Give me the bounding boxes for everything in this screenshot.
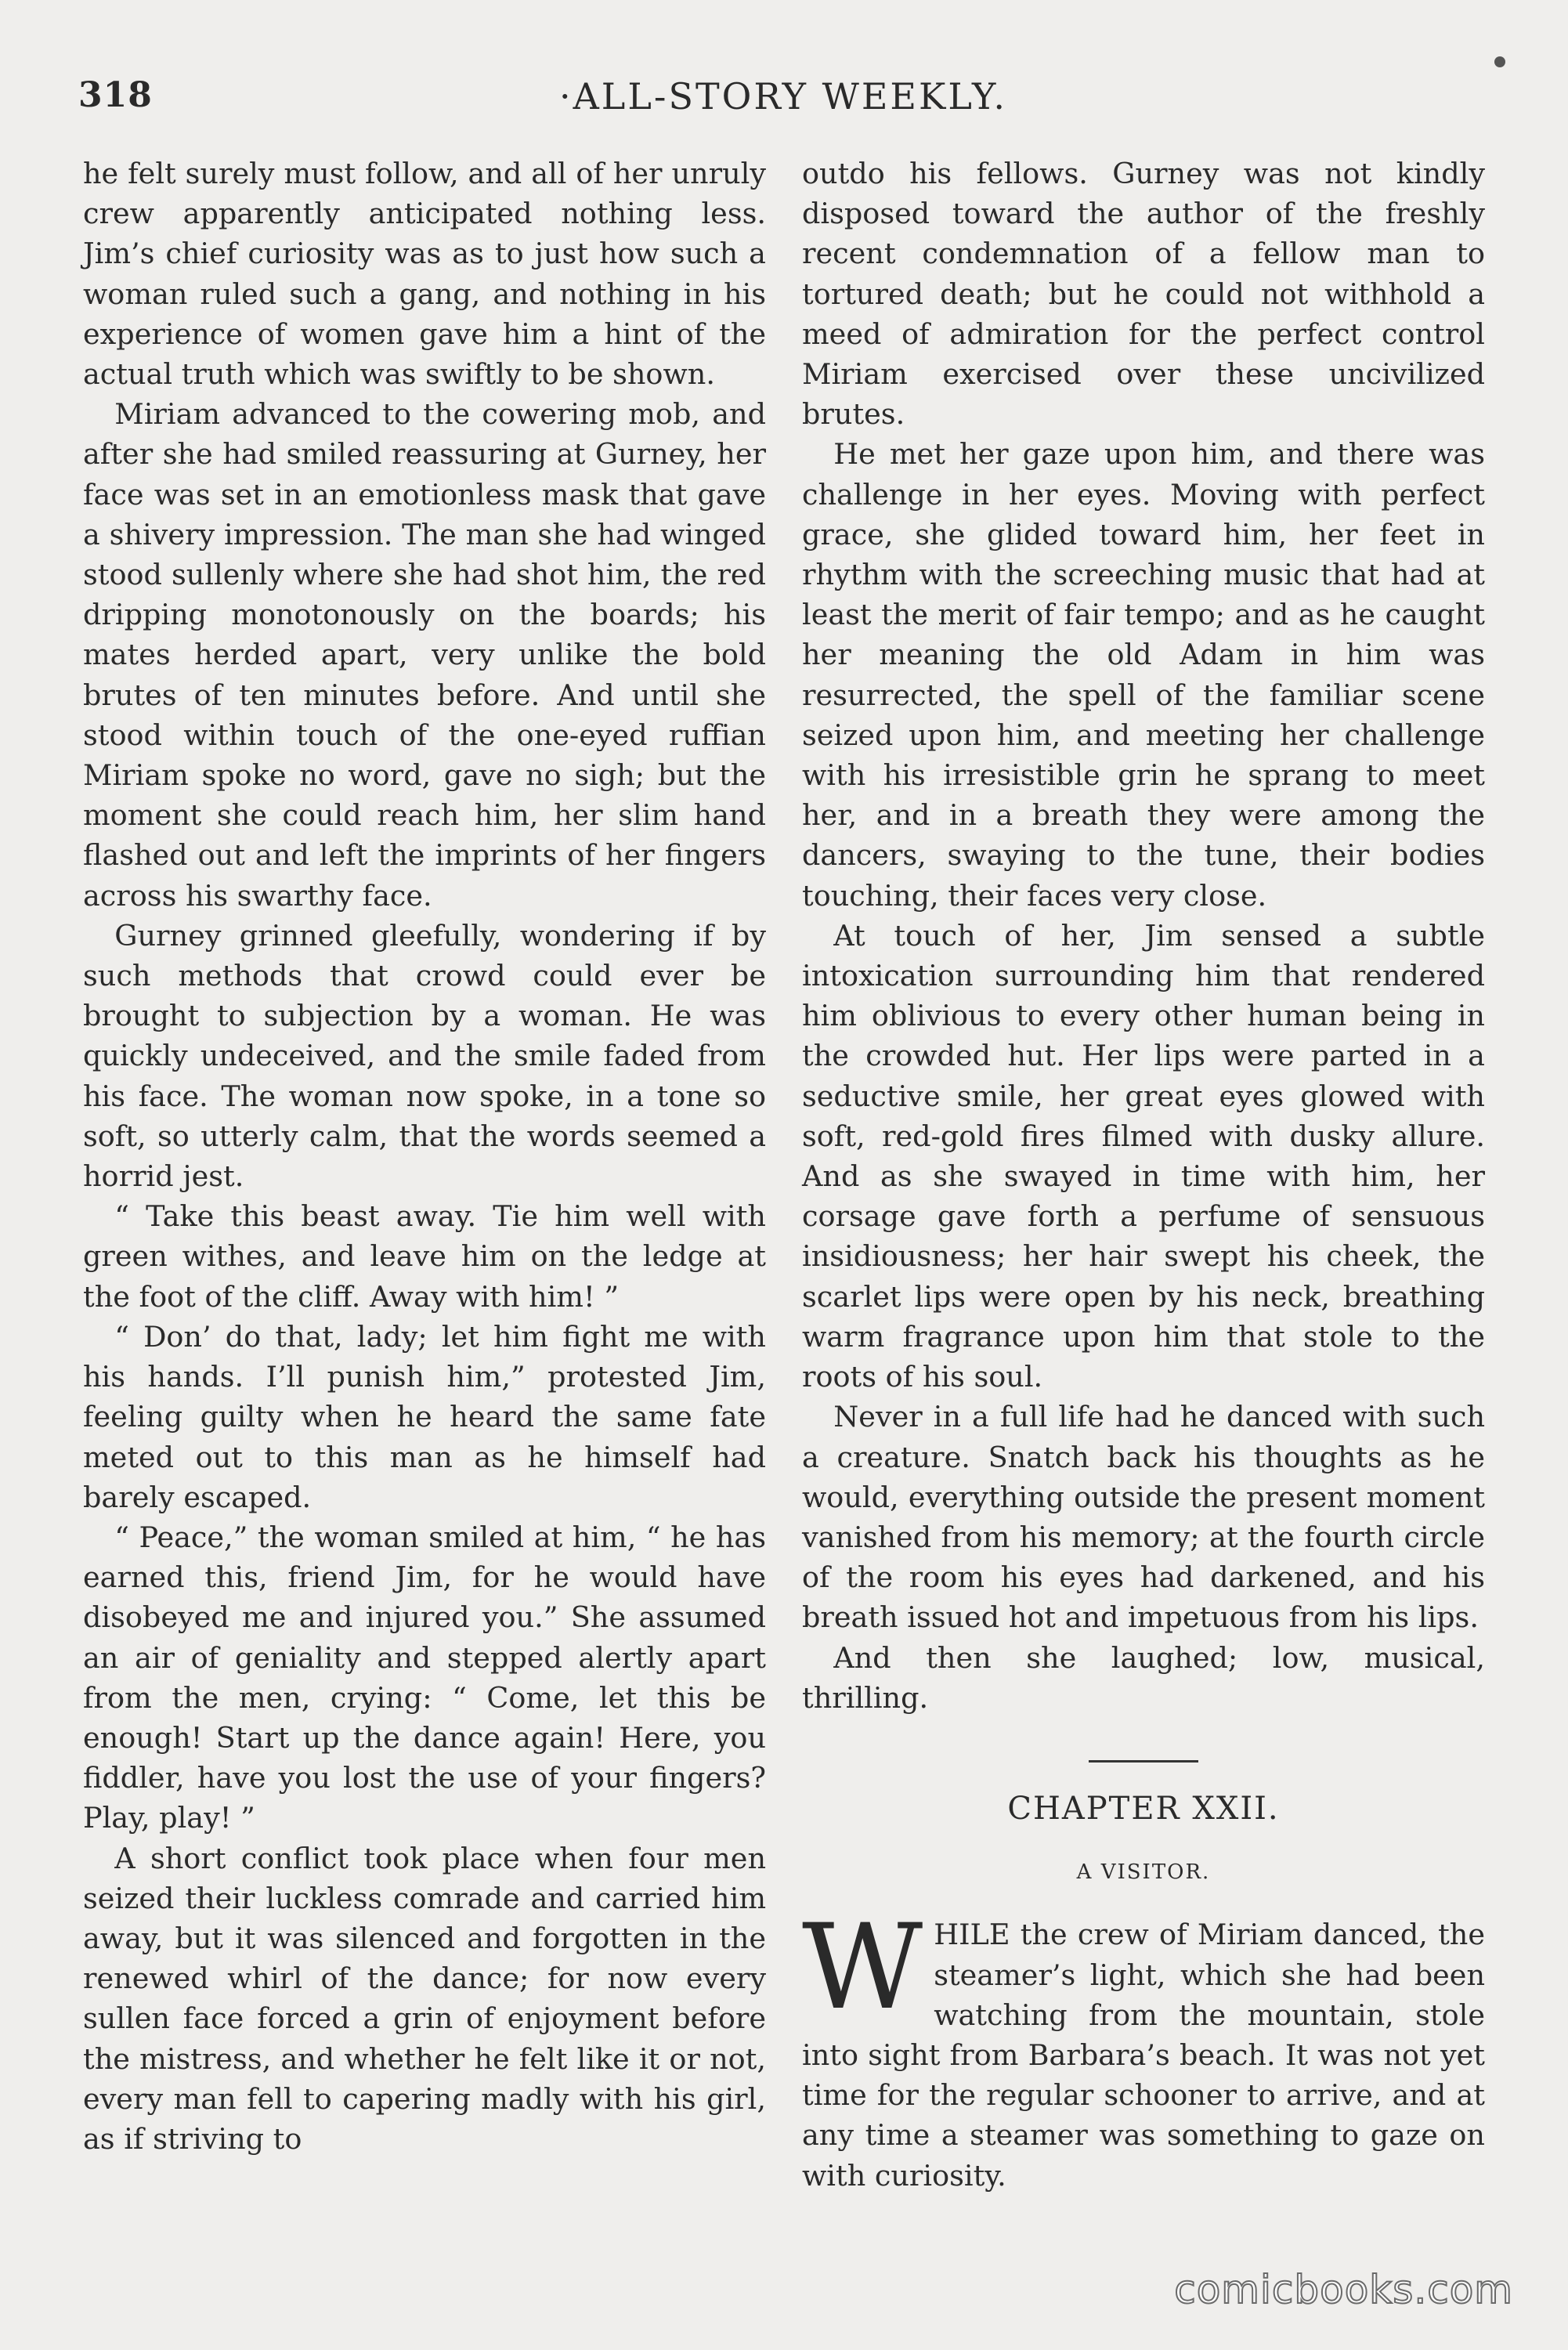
paragraph: Gurney grinned gleefully, wondering if by such methods that crowd could ever be brought to subjection by a woman. He was quickly undeceived, and the smile faded from his face. The woman now spoke, in a tone so soft, so utterly calm, that the words seemed a horrid jest. xyxy=(83,918,766,1194)
paragraph: “ Don’ do that, lady; let him fight me with his hands. I’ll punish him,” protested Jim, feeling guilty when he heard the same fate meted out to this man as he himself had barely escaped. xyxy=(83,1319,766,1514)
running-title: ·ALL-STORY WEEKLY. xyxy=(558,75,1008,118)
paragraph: “ Take this beast away. Tie him well with green withes, and leave him on the ledge at the foot of the cliff. Away with him! ” xyxy=(83,1199,766,1314)
ink-speck xyxy=(1494,56,1505,67)
paragraph: Miriam advanced to the cowering mob, and after she had smiled reassuring at Gurney, her face was set in an emotionless mask that gave a shivery impression. The man she had winged stood sullenly where she had shot him, the red dripping monotonously on the boards; his mates herded apart, very unlike the bold brutes of ten minutes before. And until she stood within touch of the one-eyed ruffian Miriam spoke no word, gave no sigh; but the moment she could reach him, her slim hand flashed out and left the imprints of her fingers across his swarthy face. xyxy=(83,397,766,913)
paragraph: Never in a full life had he danced with such a creature. Snatch back his thoughts as he would, everything outside the present moment vanished from his memory; at the fourth circle of the room his eyes had darkened, and his breath issued hot and impetuous from his lips. xyxy=(802,1400,1485,1635)
chapter-opening-paragraph xyxy=(802,1900,1485,2195)
chapter-subtitle: A VISITOR. xyxy=(1076,1860,1211,1885)
watermark: comicbooks.com xyxy=(1174,2267,1513,2312)
paragraph: he felt surely must follow, and all of her unruly crew apparently anticipated nothing less. Jim’s chief curiosity was as to just how such a woman ruled such a gang, and nothing in his experience of women gave him a hint of the actual truth which was swiftly to be shown. xyxy=(83,157,766,392)
paragraph: He met her gaze upon him, and there was challenge in her eyes. Moving with perfect grace, she glided toward him, her feet in rhythm with the screeching music that had at least the merit of fair tempo; and as he caught her meaning the old Adam in him was resurrected, the spell of the familiar scene seized upon him, and meeting her challenge with his irresistible grin he sprang to meet her, and in a breath they were among the dancers, swaying to the tune, their bodies touching, their faces very close. xyxy=(802,437,1485,913)
paragraph: outdo his fellows. Gurney was not kindly disposed toward the author of the freshly recent condemnation of a fellow man to tortured death; but he could not withhold a meed of admiration for the perfect control Miriam exercised over these uncivilized brutes. xyxy=(802,157,1485,432)
paragraph: At touch of her, Jim sensed a subtle intoxication surrounding him that rendered him oblivious to every other human being in the crowded hut. Her lips were parted in a seductive smile, her great eyes glowed with soft, red-gold fires filmed with dusky allure. And as she swayed in time with him, her corsage gave forth a perfume of sensuous insidiousness; her hair swept his cheek, the scarlet lips were open by his neck, breathing warm fragrance upon him that stole to the roots of his soul. xyxy=(802,918,1485,1394)
page-header xyxy=(78,75,1488,122)
paragraph: And then she laughed; low, musical, thrilling. xyxy=(802,1640,1485,1715)
drop-cap: W xyxy=(802,1900,923,2037)
chapter-divider xyxy=(1089,1760,1198,1762)
chapter-title: CHAPTER XXII. xyxy=(1007,1790,1280,1827)
page-number: 318 xyxy=(78,75,153,115)
chapter-opening-text: HILE the crew of Miriam danced, the steamer’s light, which she had been watching from the mountain, stole into sight from Barbara’s beach. It was not yet time for the regular schooner to arrive, and at any time a steamer was something to gaze on with curiosity. xyxy=(802,1918,1485,2193)
left-column xyxy=(83,154,766,2159)
paragraph: A short conflict took place when four men seized their luckless comrade and carried him away, but it was silenced and forgotten in the renewed whirl of the dance; for now every sullen face forced a grin of enjoyment before the mistress, and whether he felt like it or not, every man fell to capering madly with his girl, as if striving to xyxy=(83,1841,766,2156)
paragraph: “ Peace,” the woman smiled at him, “ he has earned this, friend Jim, for he would have disobeyed me and injured you.” She assumed an air of geniality and stepped alertly apart from the men, crying: “ Come, let this be enough! Start up the dance again! Here, you fiddler, have you lost the use of your fingers? Play, play! ” xyxy=(83,1520,766,1835)
right-column xyxy=(802,154,1485,2196)
